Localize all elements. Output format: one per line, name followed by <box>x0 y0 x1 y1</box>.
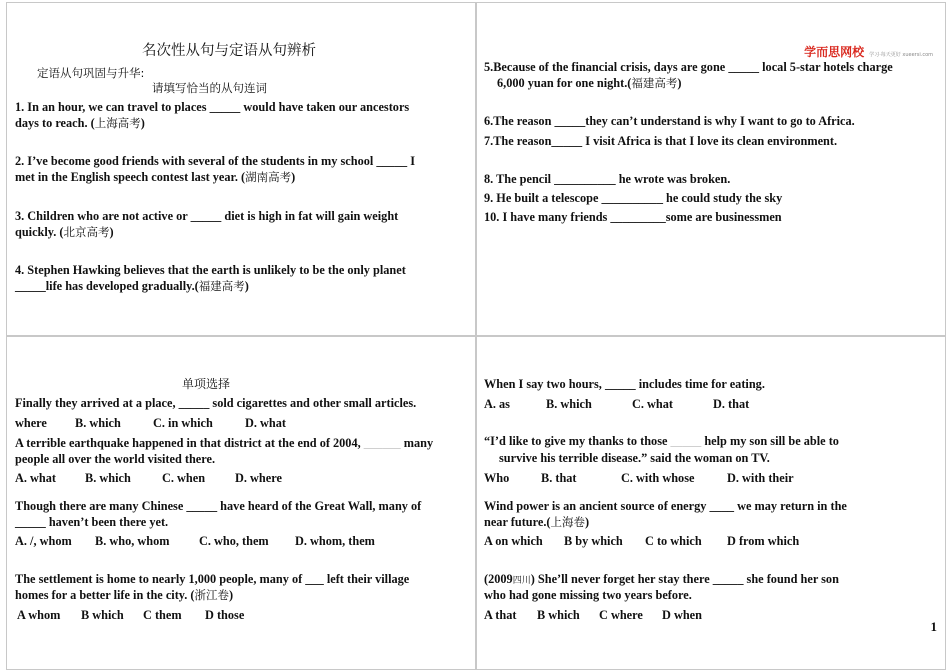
question-2-line-2: met in the English speech contest last year. (湖南高考) <box>15 170 296 184</box>
mcq-8-option-d: D when <box>662 608 702 622</box>
mcq-6-blank: _____ <box>670 434 702 448</box>
mcq-1-option-d: D. what <box>245 416 286 430</box>
mcq-7-option-d: D from which <box>727 534 800 548</box>
mcq-7-stem-line-2: near future.(上海卷) <box>484 515 590 529</box>
question-1-source: 上海高考 <box>94 116 141 130</box>
mcq-7-source: 上海卷 <box>550 515 585 529</box>
mcq-5-option-a: A. as <box>484 397 510 411</box>
mcq-4-stem-line-2: homes for a better life in the city. (浙江卷) <box>15 588 234 602</box>
mcq-4-source: 浙江卷 <box>194 588 230 602</box>
question-2-source: 湖南高考 <box>245 170 292 184</box>
question-3-line-1: 3. Children who are not active or _____ diet is high in fat will gain weight <box>15 209 399 223</box>
mcq-8-option-b: B which <box>537 608 580 622</box>
mcq-3-option-d: D. whom, them <box>295 534 375 548</box>
mcq-3-option-c: C. who, them <box>199 534 269 548</box>
mcq-6-option-c: C. with whose <box>621 471 695 485</box>
mcq-2-option-d: D. where <box>235 471 282 485</box>
instruction: 请填写恰当的从句连词 <box>152 81 267 95</box>
slide-panel-2 <box>476 2 946 336</box>
question-10: 10. I have many friends _________some are businessmen <box>484 210 782 224</box>
question-4-line-1: 4. Stephen Hawking believes that the earth is unlikely to be the only planet <box>15 263 406 277</box>
mcq-4-option-c: C them <box>143 608 182 622</box>
mcq-5-option-c: C. what <box>632 397 673 411</box>
mcq-1-stem: Finally they arrived at a place, _____ sold cigarettes and other small articles. <box>15 396 417 410</box>
mcq-6-option-a: Who <box>484 471 510 485</box>
mcq-8-option-c: C where <box>599 608 643 622</box>
mcq-2-option-a: A. what <box>15 471 56 485</box>
question-6: 6.The reason _____they can’t understand is why I want to go to Africa. <box>484 114 855 128</box>
question-4-source: 福建高考 <box>198 279 245 293</box>
question-7: 7.The reason_____ I visit Africa is that I love its clean environment. <box>484 134 838 148</box>
mcq-3-stem-line-1: Though there are many Chinese _____ have heard of the Great Wall, many of <box>15 499 422 513</box>
mcq-2-stem-line-1: A terrible earthquake happened in that district at the end of 2004, ______ many <box>15 436 434 450</box>
mcq-8-source: 四川 <box>512 576 531 586</box>
mcq-7-option-b: B by which <box>564 534 623 548</box>
question-5-line-2: 6,000 yuan for one night.(福建高考) <box>497 76 682 90</box>
question-1-line-2: days to reach. (上海高考) <box>15 116 145 130</box>
mcq-2-stem-line-2: people all over the world visited there. <box>15 452 216 466</box>
logo-text: 学而思网校 <box>804 45 865 59</box>
mcq-8-stem-line-1: (2009四川) She’ll never forget her stay there _____ she found her son <box>484 572 839 586</box>
mcq-2-option-b: B. which <box>85 471 131 485</box>
mcq-8-stem-line-2: who had gone missing two years before. <box>484 588 692 602</box>
logo-subtext: 学习·每天更好 xueersi.com <box>869 52 933 58</box>
mcq-8-option-a: A that <box>484 608 517 622</box>
mcq-6-option-b: B. that <box>541 471 577 485</box>
brand-logo <box>804 41 933 60</box>
mcq-2-blank: ______ <box>363 436 401 450</box>
question-9: 9. He built a telescope __________ he could study the sky <box>484 191 783 205</box>
mcq-7-option-a: A on which <box>484 534 543 548</box>
mcq-5-option-b: B. which <box>546 397 592 411</box>
question-1-line-1: 1. In an hour, we can travel to places _____ would have taken our ancestors <box>15 100 410 114</box>
mcq-3-option-b: B. who, whom <box>95 534 170 548</box>
mcq-4-option-a: A whom <box>17 608 61 622</box>
mcq-1-option-c: C. in which <box>153 416 213 430</box>
mcq-6-stem-line-2: survive his terrible disease.” said the woman on TV. <box>499 451 770 465</box>
section-subtitle: 定语从句巩固与升华: <box>37 66 145 80</box>
question-8: 8. The pencil __________ he wrote was broken. <box>484 172 731 186</box>
question-3-line-2: quickly. (北京高考) <box>15 225 114 239</box>
question-5-source: 福建高考 <box>631 76 678 90</box>
question-3-source: 北京高考 <box>63 225 110 239</box>
mcq-1-option-a: where <box>15 416 47 430</box>
mcq-7-stem-line-1: Wind power is an ancient source of energy ____ we may return in the <box>484 499 847 513</box>
mcq-5-option-d: D. that <box>713 397 750 411</box>
mcq-4-stem-line-1: The settlement is home to nearly 1,000 people, many of ___ left their village <box>15 572 410 586</box>
mcq-1-option-b: B. which <box>75 416 121 430</box>
mcq-4-option-d: D those <box>205 608 245 622</box>
mcq-2-option-c: C. when <box>162 471 206 485</box>
question-5-line-1: 5.Because of the financial crisis, days are gone _____ local 5-star hotels charge <box>484 60 893 74</box>
mcq-7-option-c: C to which <box>645 534 702 548</box>
page-title: 名次性从句与定语从句辨析 <box>142 43 316 59</box>
mcq-3-stem-line-2: _____ haven’t been there yet. <box>15 515 169 529</box>
mcq-4-option-b: B which <box>81 608 124 622</box>
slide-panel-1 <box>6 2 476 336</box>
slide-panel-4 <box>476 336 946 670</box>
question-2-line-1: 2. I’ve become good friends with several of the students in my school _____ I <box>15 154 415 168</box>
section-heading: 单项选择 <box>182 377 231 391</box>
page-number: 1 <box>930 619 937 634</box>
slide-panel-3 <box>6 336 476 670</box>
question-4-line-2: _____life has developed gradually.(福建高考) <box>15 279 249 293</box>
mcq-3-option-a: A. /, whom <box>15 534 72 548</box>
mcq-6-stem-line-1: “I’d like to give my thanks to those _____ help my son sill be able to <box>484 434 839 448</box>
mcq-5-stem: When I say two hours, _____ includes time for eating. <box>484 377 765 391</box>
mcq-6-option-d: D. with their <box>727 471 794 485</box>
